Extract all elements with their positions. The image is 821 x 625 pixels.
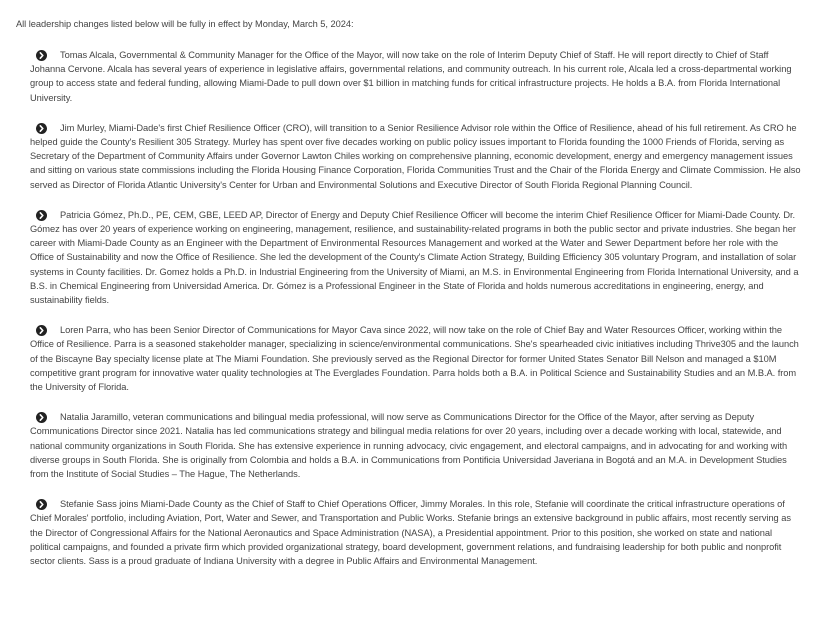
list-item xyxy=(16,323,801,394)
intro-text: All leadership changes listed below will be fully in effect by Monday, March 5, 2024: xyxy=(16,19,354,29)
list-item xyxy=(16,410,801,481)
chevron-right-circle-icon xyxy=(36,210,47,221)
announcement-text: Stefanie Sass joins Miami-Dade County as the Chief of Staff to Chief Operations Officer, Jimmy Morales. In this role, Stefanie will coordinate the critical infrastructure operations of Chief Morales' portfolio, including Aviation, Port, Water and Sewer, and Transportation and Public Works. Stefanie brings an extensive background in public affairs, most recently serving as the Director of Congressional Affairs for the National Aeronautics and Space Administration (NASA), a Presidential appointment. Prior to this position, she worked on state and national political campaigns, and founded a private firm which provided organizational strategy, board development, government relations, and fundraising leadership for both public and nonprofit sector clients. Sass is a proud graduate of Indiana University with a degree in Public Affairs and Environmental Management. xyxy=(30,499,791,567)
chevron-right-circle-icon xyxy=(36,412,47,423)
announcement-text: Natalia Jaramillo, veteran communications and bilingual media professional, will now serve as Communications Director for the Office of the Mayor, after serving as Deputy Communications Director since 2021. Natalia has led communications strategy and bilingual media relations for over 20 years, including over a decade working with local, statewide, and national community organizations in South Florida. She has extensive experience in running advocacy, civic engagement, and electoral campaigns, and in advocating for and working with diverse groups in South Florida. She is originally from Colombia and holds a B.A. in Communications from Pontificia Universidad Javeriana in Bogotá and an M.A. in Development Studies from the Institute of Social Studies – The Hague, The Netherlands. xyxy=(30,412,788,480)
announcement-text: Jim Murley, Miami-Dade's first Chief Resilience Officer (CRO), will transition to a Senior Resilience Advisor role within the Office of Resilience, ahead of his full retirement. As CRO he helped guide the County's Resilient 305 Strategy. Murley has spent over five decades working on public policy issues important to Florida founding the 1000 Friends of Florida, serving as Secretary of the Department of Community Affairs under Governor Lawton Chiles working on comprehensive planning, economic development, energy and emergency management issues and sitting on various state commissions including the Florida Housing Finance Corporation, Florida Communities Trust and the Chair of the Florida Energy and Climate Commission. He also served as Director of Florida Atlantic University's Center for Urban and Environmental Solutions and Executive Director of South Florida Regional Planning Council. xyxy=(30,122,801,190)
announcement-text: Patricia Gómez, Ph.D., PE, CEM, GBE, LEED AP, Director of Energy and Deputy Chief Resilience Officer will become the interim Chief Resilience Officer for Miami-Dade County. Dr. Gómez has over 20 years of experience working on engineering, management, resilience, and sustainability-related programs in both the public sector and private industries. She began her career with Miami-Dade County as an Engineer with the Department of Environmental Resources Management and worked at the Water and Sewer Department before her role with the Office of Sustainability and now the Office of Resilience. She led the development of the County's Climate Action Strategy, Building Efficiency 305 voluntary Program, and installation of solar systems in County facilities. Dr. Gomez holds a Ph.D. in Industrial Engineering from the University of Miami, an M.S. in Environmental Engineering from Florida International University, and a B.S. in Chemical Engineering from Universidad America. Dr. Gómez is a Professional Engineer in the State of Florida and holds numerous accreditations in engineering, energy, and sustainability fields. xyxy=(30,209,799,306)
list-item xyxy=(16,208,801,307)
chevron-right-circle-icon xyxy=(36,123,47,134)
announcement-text: Loren Parra, who has been Senior Director of Communications for Mayor Cava since 2022, will now take on the role of Chief Bay and Water Resources Officer, working within the Office of Resilience. Parra is a seasoned stakeholder manager, specializing in science/environmental communications. She's spearheaded civic initiatives including Thrive305 and the launch of the Biscayne Bay specialty license plate at The Miami Foundation. She previously served as the Regional Director for former United States Senator Bill Nelson and managed a $10M competitive grant program for innovative water quality technologies at The Everglades Foundation. Parra holds both a B.A. in Political Science and Sustainability Studies and an M.B.A. from the University of Florida. xyxy=(30,325,799,393)
list-item xyxy=(16,121,801,192)
announcement-text: Tomas Alcala, Governmental & Community Manager for the Office of the Mayor, will now take on the role of Interim Deputy Chief of Staff. He will report directly to Chief of Staff Johanna Cervone. Alcala has several years of experience in legislative affairs, governmental relations, and community outreach. In his current role, Alcala led a cross-departmental working group to access state and federal funding, allowing Miami-Dade to pull down over $1 billion in matching funds for critical infrastructure projects. He holds a B.A. from Florida International University. xyxy=(30,50,792,103)
chevron-right-circle-icon xyxy=(36,499,47,510)
list-item xyxy=(16,497,801,568)
list-item xyxy=(16,48,801,105)
announcement-list xyxy=(16,48,801,568)
chevron-right-circle-icon xyxy=(36,50,47,61)
chevron-right-circle-icon xyxy=(36,325,47,336)
